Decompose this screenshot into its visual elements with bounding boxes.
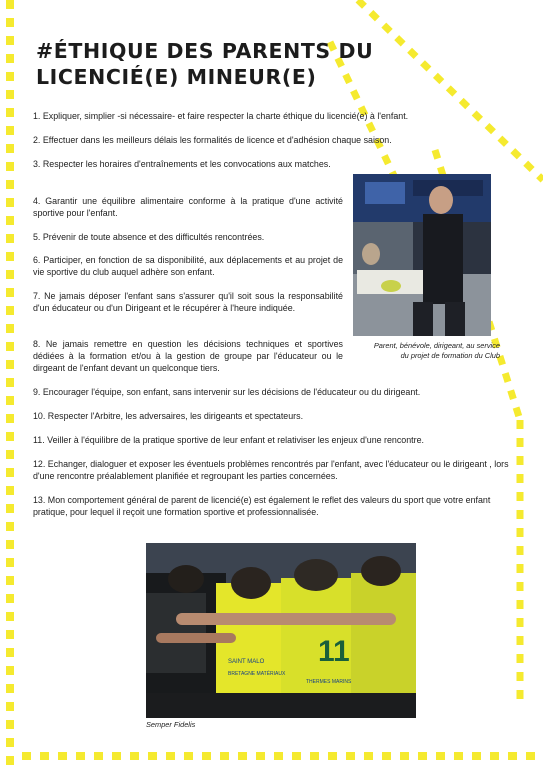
rule-1: 1. Expliquer, simplier -si nécessaire- et faire respecter la charte éthique du licencié(e) à l'enfant. [33,111,409,121]
rule-6: 6. Participer, en fonction de sa disponibilité, aux déplacements et au projet de vie sportive du club auquel adhère son enfant. [33,255,343,277]
page-title: #ÉTHIQUE DES PARENTS DU LICENCIÉ(E) MINEUR(E) [36,39,374,89]
rule-4: 4. Garantir une équilibre alimentaire conforme à la pratique d'une activité sportive pour l'enfant. [33,196,343,218]
rule-12: 12. Echanger, dialoguer et exposer les éventuels problèmes rencontrés par l'enfant, avec l'éducateur ou le dirigeant , lors d'une rencontre préalablement planifiée et regroupant les parties concernées. [33,459,509,481]
jersey-sponsor-1: SAINT MALO [228,659,265,665]
caption-line-2: du projet de formation du Club [400,351,500,360]
caption-line-1: Parent, bénévole, dirigeant, au service [373,341,500,350]
jersey-sponsor-3: THERMES MARINS [306,679,352,685]
team-photo-caption: Semper Fidelis [146,720,196,729]
rule-2: 2. Effectuer dans les meilleurs délais les formalités de licence et d'adhésion chaque saison. [33,135,392,145]
volunteer-photo [353,174,491,336]
jersey-number: 11 [318,635,350,668]
rule-9: 9. Encourager l'équipe, son enfant, sans intervenir sur les décisions de l'éducateur ou du dirigeant. [33,387,421,397]
rule-13: 13. Mon comportement général de parent de licencié(e) est également le reflet des valeurs du sport que votre enfant pratique, pour lequel il reçoit une formation sportive et professionnalisée. [33,495,491,517]
volunteer-photo-caption [350,341,500,361]
jersey-sponsor-2: BRETAGNE MATÉRIAUX [228,671,286,677]
rule-10: 10. Respecter l'Arbitre, les adversaires, les dirigeants et spectateurs. [33,411,304,421]
rule-11: 11. Veiller à l'équilibre de la pratique sportive de leur enfant et relativiser les enjeux d'une rencontre. [33,435,424,445]
rule-7: 7. Ne jamais déposer l'enfant sans s'assurer qu'il soit sous la responsabilité d'un éducateur ou d'un Dirigeant et le récupérer à l'heure indiquée. [33,291,343,313]
team-huddle-photo [146,543,416,718]
rule-3: 3. Respecter les horaires d'entraînements et les convocations aux matches. [33,159,331,169]
rule-8: 8. Ne jamais remettre en question les décisions techniques et sportives dédiées à la formation et/ou à la gestion de groupe par l'éducateur ou le dirgeant de l'enfant devant un quelconque tiers. [33,339,343,373]
rule-5: 5. Prévenir de toute absence et des difficultés rencontrées. [33,232,265,242]
